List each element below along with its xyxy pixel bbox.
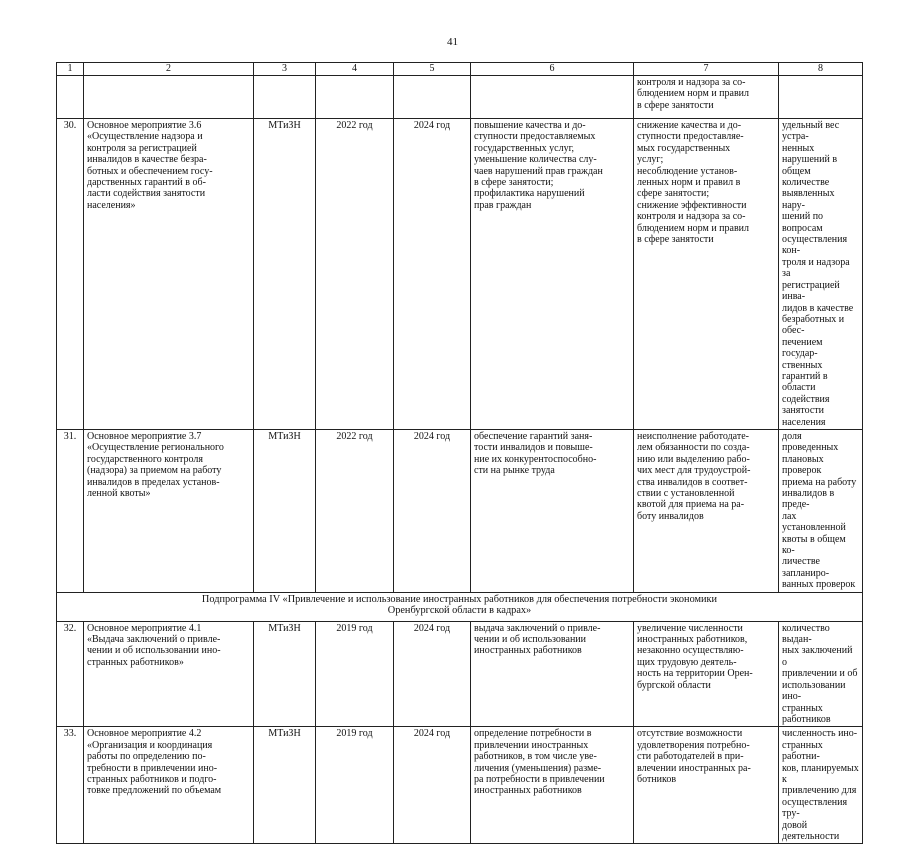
consequences: снижение качества и до- ступности предоставляе- мых государственных услуг; несоблюдение установ- ленных норм и правил в сфере занятости; снижение эффективности контроля и надзора за со- блюдением норм и правил в сфере занятости [634,119,779,430]
column-number-4: 4 [316,63,394,76]
continuation-consequences: контроля и надзора за со- блюдением норм и правил в сфере занятости [634,76,779,119]
measure-name: Основное мероприятие 4.2 «Организация и координация работы по определению по- требности в привлечении ино- странных работников и подго- товке предложений по объемам [84,727,254,844]
cell-empty [84,76,254,119]
indicator: удельный вес устра- ненных нарушений в общем количестве выявленных нару- шений по вопросам осуществления кон- троля и надзора за регистрацией инва- лидов в качестве безработных и обес- печением государ- ственных гарантий в области содействия занятости населения [779,119,863,430]
row-number: 32. [57,621,84,727]
cell-empty [471,76,634,119]
row-number: 31. [57,429,84,592]
row-number: 33. [57,727,84,844]
table-row [57,119,863,430]
column-number-7: 7 [634,63,779,76]
start-year: 2019 год [316,727,394,844]
column-number-5: 5 [394,63,471,76]
measure-name: Основное мероприятие 4.1 «Выдача заключений о привле- чении и об использовании ино- странных работников» [84,621,254,727]
executor: МТиЗН [254,727,316,844]
subprogram-row [57,592,863,621]
subprogram-title: Подпрограмма IV «Привлечение и использование иностранных работников для обеспечения потребности экономики Оренбургской области в кадрах» [57,592,863,621]
column-number-2: 2 [84,63,254,76]
table-row [57,429,863,592]
cell-empty [316,76,394,119]
table-row [57,621,863,727]
measures-table [56,62,863,844]
indicator: количество выдан- ных заключений о привлечении и об использовании ино- странных работников [779,621,863,727]
expected-result: определение потребности в привлечении иностранных работников, в том числе уве- личения (уменьшения) разме- ра потребности в привлечении иностранных работников [471,727,634,844]
column-number-8: 8 [779,63,863,76]
end-year: 2024 год [394,119,471,430]
consequences: отсутствие возможности удовлетворения потребно- сти работодателей в при- влечении иностранных ра- ботников [634,727,779,844]
expected-result: выдача заключений о привле- чении и об использовании иностранных работников [471,621,634,727]
end-year: 2024 год [394,429,471,592]
start-year: 2022 год [316,119,394,430]
measure-name: Основное мероприятие 3.6 «Осуществление надзора и контроля за регистрацией инвалидов в качестве безра- ботных и обеспечением госу- дарственных гарантий в об- ласти содействия занятости населения» [84,119,254,430]
executor: МТиЗН [254,621,316,727]
consequences: увеличение численности иностранных работников, незаконно осуществляю- щих трудовую деятель- ность на территории Орен- бургской области [634,621,779,727]
column-number-6: 6 [471,63,634,76]
table-row [57,727,863,844]
cell-empty [394,76,471,119]
executor: МТиЗН [254,119,316,430]
consequences: неисполнение работодате- лем обязанности по созда- нию или выделению рабо- чих мест для трудоустрой- ства инвалидов в соответ- ствии с установленной квотой для приема на ра- боту инвалидов [634,429,779,592]
cell-empty [57,76,84,119]
column-number-1: 1 [57,63,84,76]
cell-empty [254,76,316,119]
indicator: доля проведенных плановых проверок приема на работу инвалидов в преде- лах установленной квоты в общем ко- личестве запланиро- ванных проверок [779,429,863,592]
measure-name: Основное мероприятие 3.7 «Осуществление регионального государственного контроля (надзора) за приемом на работу инвалидов в пределах установ- ленной квоты» [84,429,254,592]
start-year: 2019 год [316,621,394,727]
page-number: 41 [447,36,458,48]
expected-result: обеспечение гарантий заня- тости инвалидов и повыше- ние их конкурентоспособно- сти на рынке труда [471,429,634,592]
row-number: 30. [57,119,84,430]
executor: МТиЗН [254,429,316,592]
column-number-3: 3 [254,63,316,76]
indicator: численность ино- странных работни- ков, планируемых к привлечению для осуществления тру- довой деятельности [779,727,863,844]
column-number-row [57,63,863,76]
end-year: 2024 год [394,727,471,844]
expected-result: повышение качества и до- ступности предоставляемых государственных услуг, уменьшение количества слу- чаев нарушений прав граждан в сфере занятости; профилактика нарушений прав граждан [471,119,634,430]
start-year: 2022 год [316,429,394,592]
end-year: 2024 год [394,621,471,727]
continuation-row [57,76,863,119]
cell-empty [779,76,863,119]
